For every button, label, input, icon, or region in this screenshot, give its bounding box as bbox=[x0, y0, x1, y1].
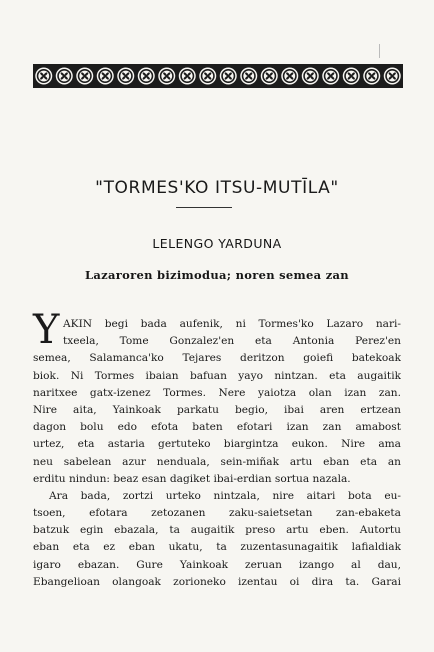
text-line-content: begi bada aufenik, ni Tormes'ko Lazaro nari- bbox=[92, 318, 401, 330]
ornament-rosette bbox=[220, 68, 237, 85]
ornament-rosette bbox=[179, 68, 196, 85]
text-line: igaro ebazan. Gure Yainkoak zeruan izango al dau, bbox=[33, 558, 401, 571]
ornament-rosette bbox=[322, 68, 339, 85]
text-line: Nire aita, Yainkoak parkatu begio, ibai aren ertzean bbox=[33, 403, 401, 416]
ornament-rosette bbox=[199, 68, 216, 85]
text-line: tsoen, efotara zetozanen zaku-saietsetan zan-ebaketa bbox=[33, 507, 401, 520]
text-line: eban eta ez eban ukatu, ta zuzentasunagaitik lafialdiak bbox=[33, 541, 401, 554]
page-edge-mark bbox=[379, 44, 380, 58]
page-title: "TORMES'KO ITSU-MUTĪLA" bbox=[95, 178, 339, 198]
ornament-rosette bbox=[35, 68, 52, 85]
text-line: batzuk egin ebazala, ta augaitik preso artu eben. Autortu bbox=[33, 524, 401, 537]
ornament-rosette bbox=[240, 68, 257, 85]
ornament-rosette bbox=[56, 68, 73, 85]
chapter-heading: LELENGO YARDUNA bbox=[152, 236, 282, 251]
ornament-pattern bbox=[33, 64, 403, 88]
ornament-rosette bbox=[158, 68, 175, 85]
text-line: erditu nindun: beaz esan dagiket ibai-erdian sortua nazala. bbox=[33, 472, 351, 485]
text-line: neu sabelean azur nenduala, sein-miñak artu eban eta an bbox=[33, 455, 401, 468]
text-line: semea, Salamanca'ko Tejares deritzon goiefi batekoak bbox=[33, 352, 401, 365]
ornament-rosette bbox=[261, 68, 278, 85]
ornament-rosette bbox=[384, 68, 401, 85]
ornamental-border bbox=[33, 64, 403, 88]
ornament-rosette bbox=[97, 68, 114, 85]
text-line: Ara bada, zortzi urteko nintzala, nire aitari bota eu- bbox=[49, 489, 401, 502]
text-line: naritxee gatx-izenez Tormes. Nere yaiotza olan izan zan. bbox=[33, 386, 401, 399]
first-word-rest: AKIN bbox=[63, 318, 93, 330]
text-line: dagon bolu edo efota baten efotari izan zan amabost bbox=[33, 421, 401, 434]
ornament-rosette bbox=[117, 68, 134, 85]
title-rule bbox=[176, 207, 232, 208]
drop-cap: Y bbox=[33, 307, 60, 353]
ornament-rosette bbox=[363, 68, 380, 85]
text-line: txeela, Tome Gonzalez'en eta Antonia Perez'en bbox=[63, 335, 401, 348]
text-line: Ebangelioan olangoak zorioneko izentau oi dira ta. Garai bbox=[33, 575, 401, 588]
ornament-rosette bbox=[343, 68, 360, 85]
text-line: urtez, eta astaria gertuteko biargintza eukon. Nire ama bbox=[33, 438, 401, 451]
ornament-rosette bbox=[76, 68, 93, 85]
ornament-rosette bbox=[281, 68, 298, 85]
ornament-rosette bbox=[302, 68, 319, 85]
chapter-subtitle: Lazaroren bizimodua; noren semea zan bbox=[85, 268, 349, 282]
ornament-rosette bbox=[138, 68, 155, 85]
body-text bbox=[33, 316, 401, 591]
text-line bbox=[33, 316, 401, 333]
text-line: biok. Ni Tormes ibaian bafuan yayo nintzan. eta augaitik bbox=[33, 369, 401, 382]
